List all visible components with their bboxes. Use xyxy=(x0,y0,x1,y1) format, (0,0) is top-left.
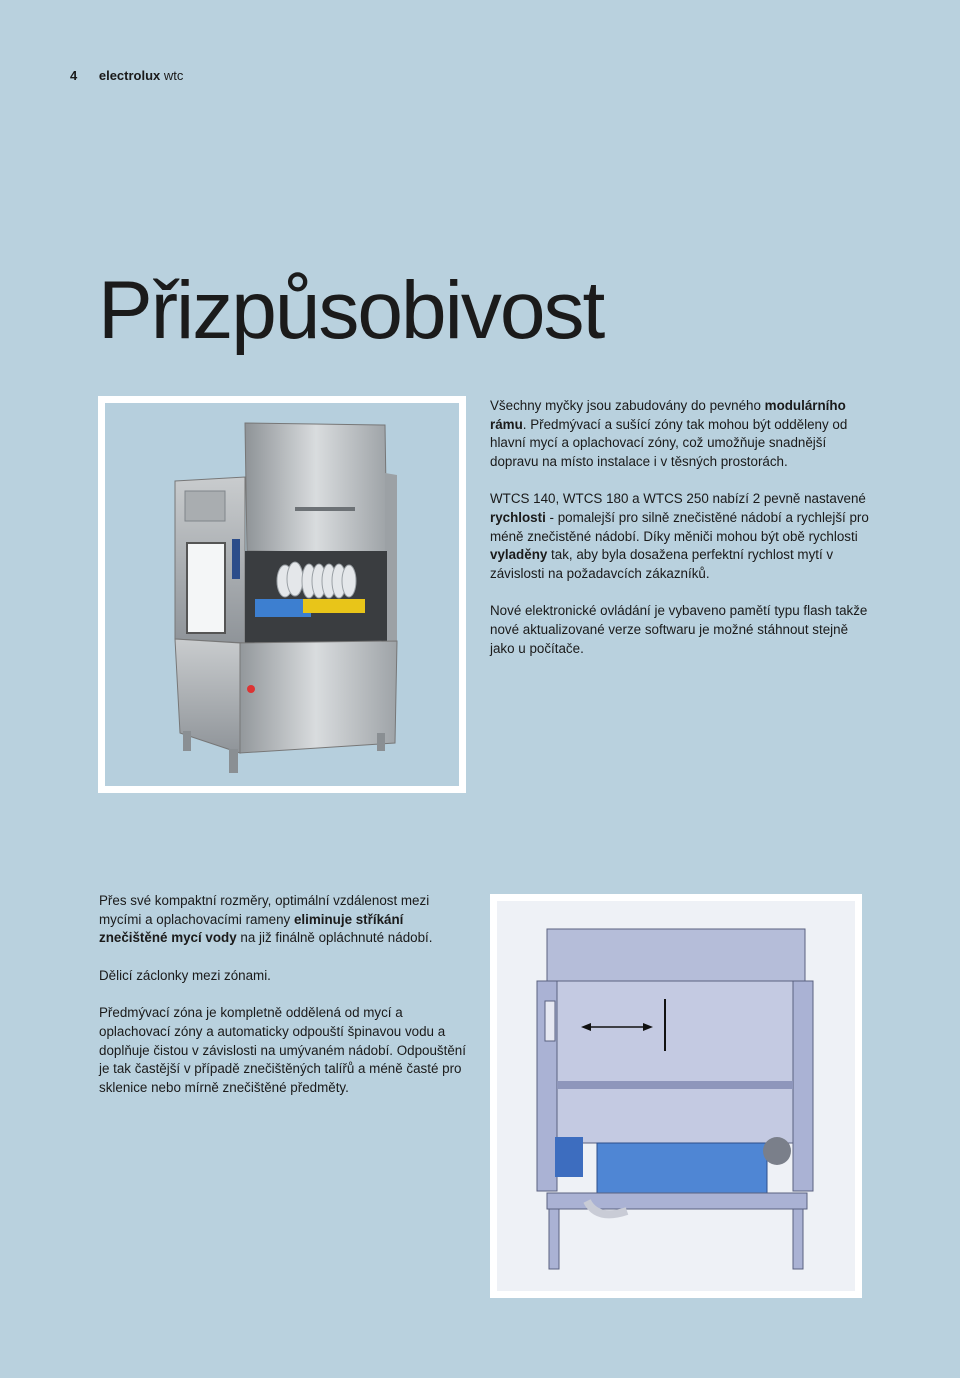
paragraph-modular-frame xyxy=(490,397,870,471)
lp1-text-post: na již finálně opláchnuté nádobí. xyxy=(236,930,433,946)
p1-text-pre: Všechny myčky jsou zabudovány do pevného xyxy=(490,398,765,413)
brand-suffix: wtc xyxy=(163,68,184,83)
lp1-text-pre: Přes své kompaktní rozměry, optimální vzdálenost mezi mycími a oplachovacími rameny xyxy=(99,893,430,927)
paragraph-speeds xyxy=(490,490,870,583)
page-title: Přizpůsobivost xyxy=(98,265,604,356)
p2-bold-tuned: vyladěny xyxy=(490,547,548,563)
p1-text-post: . Předmývací a sušící zóny tak mohou být odděleny od hlavní mycí a oplachovací zóny, což umožňuje snadnější dopravu na místo instalace i v těsných prostorách. xyxy=(490,416,848,469)
page-number: 4 xyxy=(70,68,78,83)
dishwasher-illustration xyxy=(105,403,459,786)
p2-bold-speeds: rychlosti xyxy=(490,509,546,525)
paragraph-curtains: Dělicí záclonky mezi zónami. xyxy=(99,967,271,983)
p1-bold: modulárního rámu xyxy=(490,398,846,432)
p2-text-post: tak, aby byla dosažena perfektní rychlost mytí v závislosti na požadavcích zákazníků. xyxy=(490,547,834,581)
dishwasher-photo xyxy=(98,396,466,793)
page-header xyxy=(70,68,183,83)
p2-text-mid: - pomalejší pro silně znečistěné nádobí a rychlejší pro méně znečistěné nádobí. Díky měniči mohou být obě rychlosti xyxy=(490,509,869,544)
brand-name: electrolux xyxy=(98,68,161,83)
paragraph-prewash-zone: Předmývací zóna je kompletně oddělená od mycí a oplachovací zóny a automaticky odpouští špinavou vodu a doplňuje čistou v závislosti na umývaném nádobí. Odpouštění je tak častější v případě znečištěných talířů a méně časté pro sklenice nebo mírně znečištěné předměty. xyxy=(99,1005,466,1095)
left-text-column xyxy=(99,892,469,1116)
cross-section-illustration xyxy=(497,901,855,1291)
p2-text-pre: WTCS 140, WTCS 180 a WTCS 250 nabízí 2 pevně nastavené xyxy=(490,491,866,507)
technical-drawing xyxy=(490,894,862,1298)
right-text-column xyxy=(490,397,870,677)
paragraph-electronic-control: Nové elektronické ovládání je vybaveno pamětí typu flash takže nové aktualizované verze softwaru je možné stáhnout stejně jako u počítače. xyxy=(490,603,868,656)
paragraph-splash xyxy=(99,892,469,948)
lp1-bold: eliminuje stříkání znečištěné mycí vody xyxy=(99,911,404,946)
